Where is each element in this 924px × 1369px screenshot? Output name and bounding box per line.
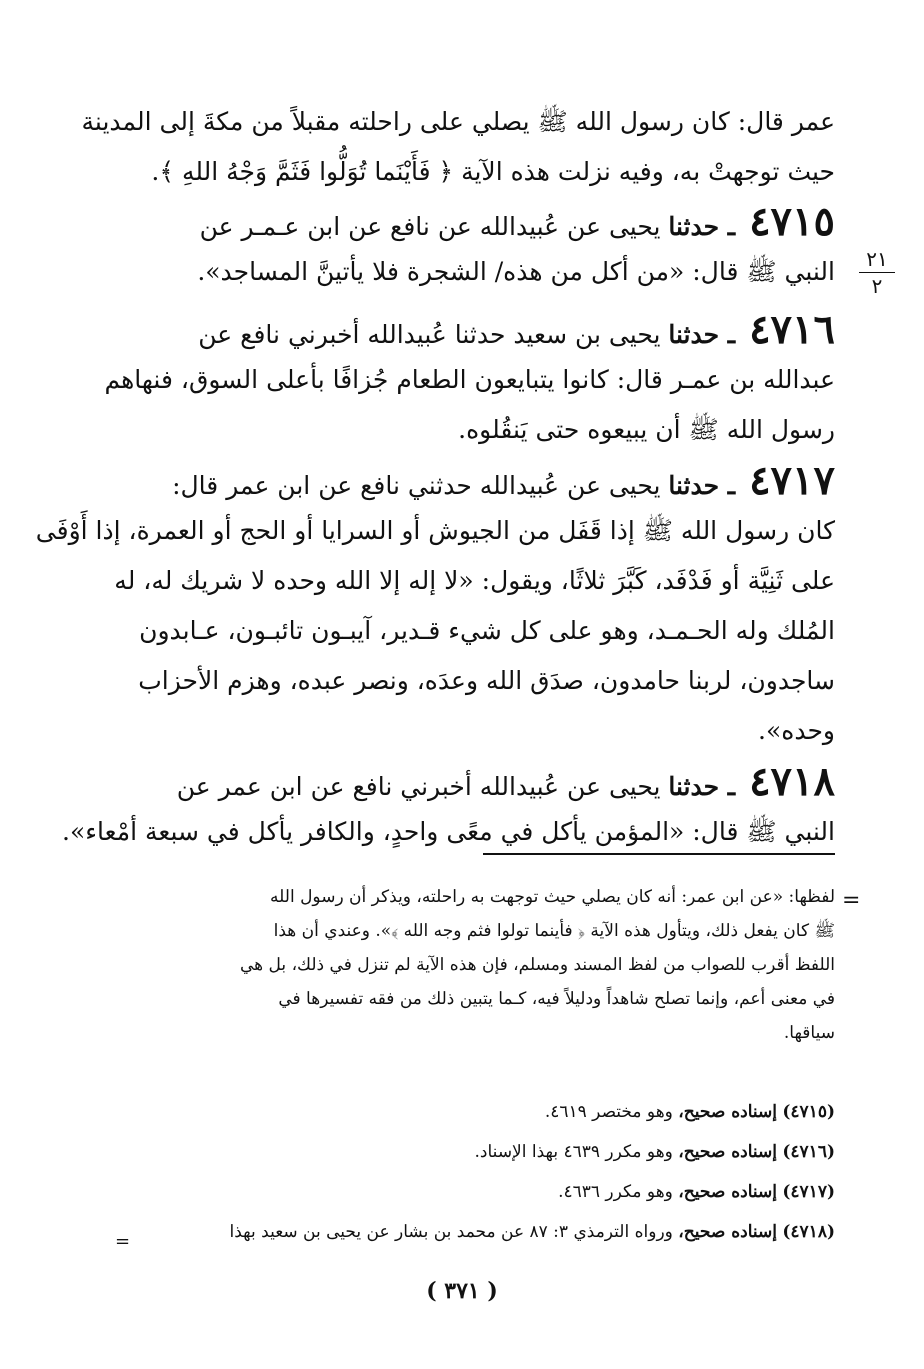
footnote-item [135,1135,835,1169]
hadith-4715 [130,197,835,297]
footnote-number: (٤٧١٦) [782,1142,835,1162]
hadith-4718 [62,757,835,857]
hadith-first-line [130,305,835,355]
hadith-text: يحيى عن عُبيدالله عن نافع عن ابن عـمـر عن [199,212,661,241]
hadith-first-line [130,197,835,247]
page-number: ( ٣٧١ ) [426,1278,498,1304]
footnote-divider [483,853,835,855]
hadith-number: ٤٧١٧ [749,457,835,504]
hadith-lead: ـ حدثنا [668,320,736,349]
text-line: كان رسول الله ﷺ إذا قَفَل من الجيوش أو السرايا أو الحج أو العمرة، إذا أَوْفَى [35,516,835,545]
footnote-grade: إسناده صحيح، [678,1182,777,1202]
footnote-grade: إسناده صحيح، [678,1142,777,1162]
text-line: النبي ﷺ قال: «من أكل من هذه/ الشجرة فلا يأتينَّ المساجد». [197,257,835,286]
text-line: عمر قال: كان رسول الله ﷺ يصلي على راحلته مقبلاً من مكةَ إلى المدينة [81,107,835,136]
text-line: عبدالله بن عمـر قال: كانوا يتبايعون الطعام جُزافًا بأعلى السوق، فنهاهم [104,365,835,394]
hadith-number: ٤٧١٦ [749,306,835,353]
hadith-number: ٤٧١٨ [749,758,835,805]
margin-folio-note [855,248,899,297]
text-line: على ثَنِيَّة أو فَدْفَد، كَبَّرَ ثلاثًا، ويقول: «لا إله إلا الله وحده لا شريك له، له [114,566,835,595]
text-line: رسول الله ﷺ أن يبيعوه حتى يَنقُلوه. [458,415,835,444]
footnote-item [135,1095,835,1129]
hadith-lead: ـ حدثنا [668,772,736,801]
footnote-text: ورواه الترمذي ٣: ٨٧ عن محمد بن بشار عن يحيى بن سعيد بهذا [229,1222,673,1242]
continuation-mark-end: = [115,1231,131,1252]
text-line: المُلك وله الحـمـد، وهو على كل شيء قـدير، آيبـون تائبـون، عـابدون [139,616,835,645]
hadith-4717 [35,456,835,756]
text-line: حيث توجهتْ به، وفيه نزلت هذه الآية ﴿ فَأَيْنَما تُوَلُّوا فَثَمَّ وَجْهُ اللهِ ﴾. [151,157,835,186]
margin-folio-top: ٢١ [866,247,888,271]
footnote-grade: إسناده صحيح، [678,1102,777,1122]
footnote-grade: إسناده صحيح، [678,1222,777,1242]
footnote-number: (٤٧١٧) [782,1182,835,1202]
hadith-first-line [130,456,835,506]
footnote-line: سياقها. [783,1023,835,1043]
footnote-line: في معنى أعم، وإنما تصلح شاهداً ودليلاً فيه، كـما يتبين ذلك من فقه تفسيرها في [278,989,835,1009]
hadith-first-line [130,757,835,807]
main-text-intro [81,97,835,197]
hadith-text: يحيى عن عُبيدالله حدثني نافع عن ابن عمر قال: [172,471,661,500]
hadith-text: يحيى عن عُبيدالله أخبرني نافع عن ابن عمر عن [176,772,661,801]
footnote-text: وهو مكرر ٤٦٣٦. [558,1182,673,1202]
footnote-line: لفظها: «عن ابن عمر: أنه كان يصلي حيث توجهت به راحلته، ويذكر أن رسول الله [270,887,835,907]
hadith-lead: ـ حدثنا [668,471,736,500]
footnote-number: (٤٧١٨) [782,1222,835,1242]
hadith-lead: ـ حدثنا [668,212,736,241]
text-line: النبي ﷺ قال: «المؤمن يأكل في معًى واحدٍ، والكافر يأكل في سبعة أمْعاء». [62,817,835,846]
hadith-text: يحيى بن سعيد حدثنا عُبيدالله أخبرني نافع عن [198,320,661,349]
continuation-mark: = [842,888,861,913]
footnote-continuation [135,880,835,1050]
footnote-text: وهو مختصر ٤٦١٩. [544,1102,673,1122]
footnote-text: وهو مكرر ٤٦٣٩ بهذا الإسناد. [474,1142,673,1162]
footnote-number: (٤٧١٥) [782,1102,835,1122]
margin-folio-rule [859,272,895,273]
footnote-line: ﷺ كان يفعل ذلك، ويتأول هذه الآية ﴿ فأينما تولوا فثم وجه الله ﴾». وعندي أن هذا [273,921,835,941]
hadith-number: ٤٧١٥ [749,198,835,245]
hadith-4716 [104,305,835,455]
text-line: وحده». [758,716,835,745]
footnote-item [135,1175,835,1209]
margin-folio-bottom: ٢ [871,274,883,298]
footnote-item [135,1215,835,1249]
footnote-list [135,1095,835,1249]
footnote-line: اللفظ أقرب للصواب من لفظ المسند ومسلم، فإن هذه الآية لم تنزل في ذلك، بل هي [240,955,835,975]
text-line: ساجدون، لربنا حامدون، صدَق الله وعدَه، ونصر عبده، وهزم الأحزاب [138,666,835,695]
